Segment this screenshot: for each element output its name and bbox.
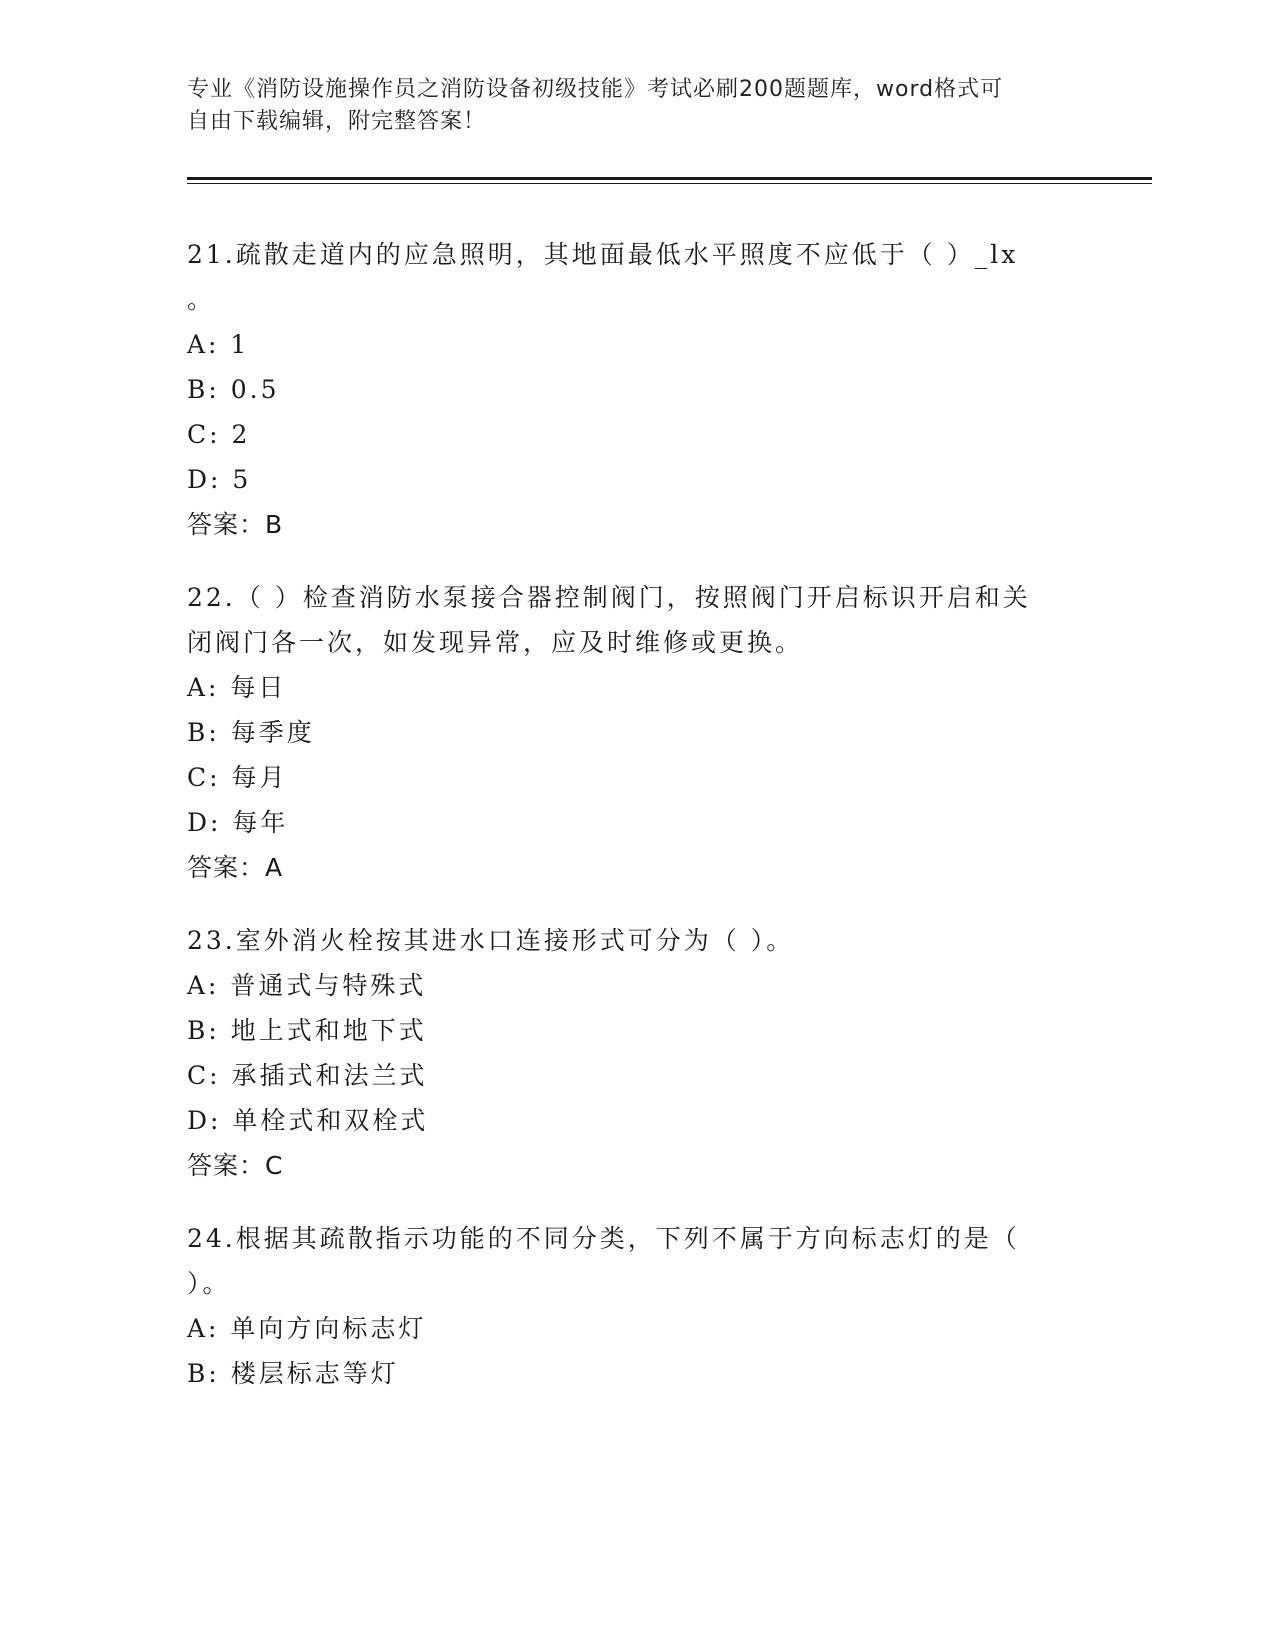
header-line-1: 专业《消防设施操作员之消防设备初级技能》考试必刷200题题库，word格式可 (187, 77, 1004, 102)
answer-line: 答案：C (187, 1151, 284, 1180)
question-stem-continued: ）。 (187, 1269, 231, 1298)
document-header (187, 74, 1067, 138)
question-21 (187, 232, 1087, 547)
question-stem: 23.室外消火栓按其进水口连接形式可分为（ ）。 (187, 926, 795, 955)
question-24 (187, 1216, 1087, 1396)
option-d: D: 单栓式和双栓式 (187, 1106, 429, 1135)
question-list (187, 232, 1087, 1424)
question-stem-continued: 闭阀门各一次，如发现异常，应及时维修或更换。 (187, 628, 804, 657)
option-c: C: 每月 (187, 763, 288, 792)
question-stem: 21.疏散走道内的应急照明，其地面最低水平照度不应低于（ ）_lx (187, 240, 1019, 269)
question-stem: 22.（ ）检查消防水泵接合器控制阀门，按照阀门开启标识开启和关 (187, 583, 1031, 612)
header-line-2: 自由下载编辑，附完整答案！ (187, 109, 487, 134)
option-c: C: 承插式和法兰式 (187, 1061, 428, 1090)
header-divider-thick (187, 177, 1152, 180)
option-b: B: 每季度 (187, 718, 315, 747)
option-d: D: 5 (187, 465, 252, 494)
option-b: B: 楼层标志等灯 (187, 1359, 399, 1388)
option-b: B: 0.5 (187, 375, 280, 404)
question-22 (187, 575, 1087, 890)
option-a: A: 单向方向标志灯 (187, 1314, 427, 1343)
answer-line: 答案：B (187, 510, 284, 539)
option-a: A: 1 (187, 330, 250, 359)
question-23 (187, 918, 1087, 1188)
option-a: A: 每日 (187, 673, 287, 702)
option-d: D: 每年 (187, 808, 289, 837)
question-stem: 24.根据其疏散指示功能的不同分类，下列不属于方向标志灯的是（ (187, 1224, 1020, 1253)
answer-line: 答案：A (187, 853, 284, 882)
header-divider-thin (187, 183, 1152, 184)
question-stem-continued: 。 (187, 285, 216, 314)
option-c: C: 2 (187, 420, 251, 449)
option-b: B: 地上式和地下式 (187, 1016, 427, 1045)
option-a: A: 普通式与特殊式 (187, 971, 427, 1000)
